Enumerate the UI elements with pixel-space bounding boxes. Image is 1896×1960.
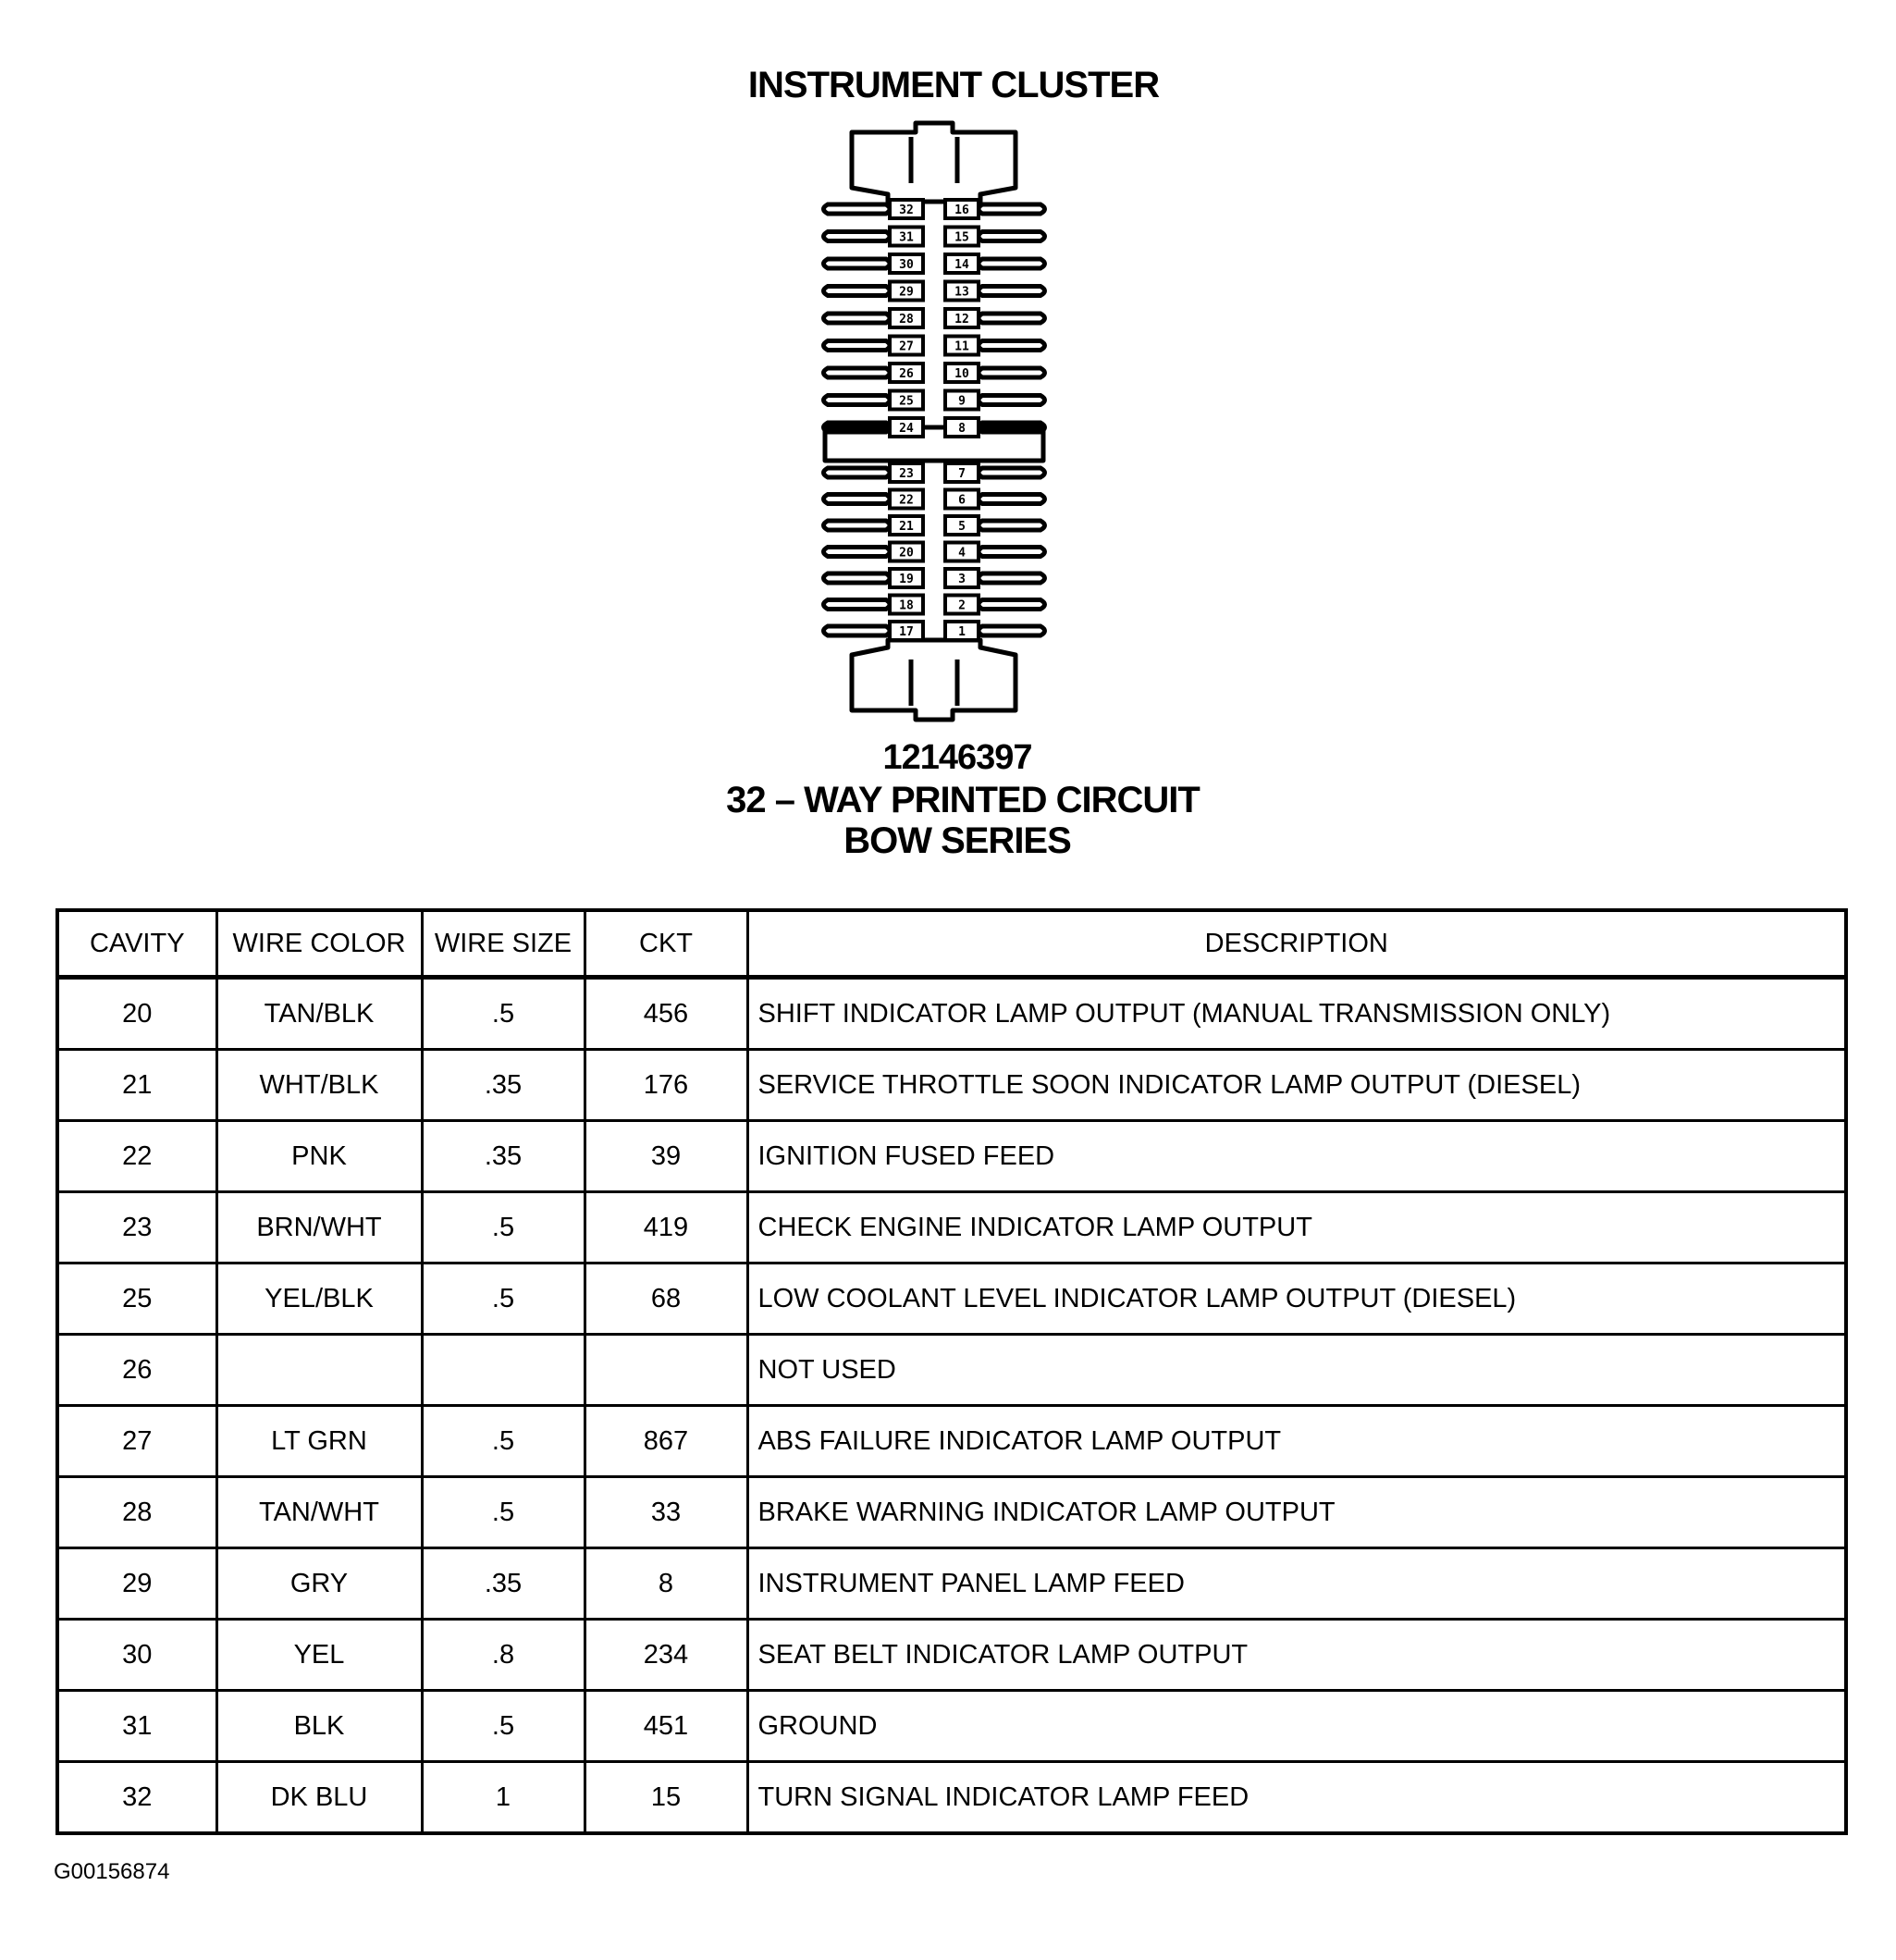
cell-cavity: 23 <box>57 1192 216 1264</box>
connector-series: BOW SERIES <box>843 820 1071 861</box>
connector-pin <box>890 364 923 382</box>
connector-pin <box>945 364 979 382</box>
cell-wire-size: .5 <box>422 1264 585 1335</box>
cell-ckt: 39 <box>585 1121 747 1192</box>
cell-description: ABS FAILURE INDICATOR LAMP OUTPUT <box>747 1406 1846 1477</box>
pin-number: 25 <box>899 394 914 409</box>
cell-wire-size: .5 <box>422 1192 585 1264</box>
cell-ckt: 867 <box>585 1406 747 1477</box>
pin-number: 31 <box>899 230 914 245</box>
cell-description: INSTRUMENT PANEL LAMP FEED <box>747 1548 1846 1620</box>
connector-fin <box>824 204 891 214</box>
connector-fin <box>979 521 1045 530</box>
pin-number: 16 <box>954 203 969 217</box>
cell-cavity: 30 <box>57 1620 216 1691</box>
cell-wire-color <box>216 1335 422 1406</box>
cell-wire-size: .35 <box>422 1548 585 1620</box>
cell-wire-color: YEL/BLK <box>216 1264 422 1335</box>
pin-number: 19 <box>899 573 914 586</box>
cell-cavity: 22 <box>57 1121 216 1192</box>
connector-type: 32 – WAY PRINTED CIRCUIT <box>726 780 1200 820</box>
connector-pin <box>890 200 923 218</box>
cell-wire-size: .35 <box>422 1050 585 1121</box>
cell-description: SERVICE THROTTLE SOON INDICATOR LAMP OUTPUT (DIESEL) <box>747 1050 1846 1121</box>
connector-fin <box>824 232 891 241</box>
connector-fin <box>979 573 1045 583</box>
table-row <box>57 1477 1846 1548</box>
connector-pin <box>890 622 923 640</box>
cell-wire-color: LT GRN <box>216 1406 422 1477</box>
pin-number: 7 <box>958 467 966 481</box>
table-row <box>57 1264 1846 1335</box>
connector-fin <box>824 396 891 405</box>
pin-number: 20 <box>899 546 914 561</box>
cell-description: SHIFT INDICATOR LAMP OUTPUT (MANUAL TRANSMISSION ONLY) <box>747 978 1846 1050</box>
cell-ckt: 234 <box>585 1620 747 1691</box>
connector-pin <box>890 309 923 327</box>
connector-pin <box>890 337 923 355</box>
cell-ckt: 68 <box>585 1264 747 1335</box>
pin-number: 22 <box>899 493 914 508</box>
cell-cavity: 31 <box>57 1691 216 1762</box>
connector-fin <box>824 548 891 557</box>
connector-pin <box>890 254 923 273</box>
header-cavity: CAVITY <box>57 910 216 978</box>
connector-pin <box>945 463 979 482</box>
pin-number: 32 <box>899 203 914 217</box>
pin-number: 2 <box>958 598 966 613</box>
table-row <box>57 1192 1846 1264</box>
cell-wire-color: BRN/WHT <box>216 1192 422 1264</box>
connector-fin <box>824 468 891 477</box>
cell-description: CHECK ENGINE INDICATOR LAMP OUTPUT <box>747 1192 1846 1264</box>
pin-number: 13 <box>954 285 969 300</box>
cell-cavity: 26 <box>57 1335 216 1406</box>
pin-number: 9 <box>958 394 966 409</box>
connector-fin <box>824 495 891 504</box>
cell-ckt: 419 <box>585 1192 747 1264</box>
cell-description: TURN SIGNAL INDICATOR LAMP FEED <box>747 1762 1846 1834</box>
header-wire-color: WIRE COLOR <box>216 910 422 978</box>
connector-illustration <box>814 118 1054 729</box>
table-row <box>57 1548 1846 1620</box>
connector-fin <box>979 548 1045 557</box>
pin-number: 14 <box>954 258 969 272</box>
connector-pin <box>945 337 979 355</box>
connector-pin <box>890 391 923 410</box>
cell-description: BRAKE WARNING INDICATOR LAMP OUTPUT <box>747 1477 1846 1548</box>
table-row <box>57 1620 1846 1691</box>
cell-description: GROUND <box>747 1691 1846 1762</box>
connector-pin <box>945 622 979 640</box>
connector-fin <box>979 495 1045 504</box>
connector-fin <box>824 626 891 635</box>
connector-pin <box>945 490 979 509</box>
connector-fin <box>979 600 1045 610</box>
pin-number: 6 <box>958 493 966 508</box>
connector-fin <box>979 204 1045 214</box>
cell-description: SEAT BELT INDICATOR LAMP OUTPUT <box>747 1620 1846 1691</box>
header-ckt: CKT <box>585 910 747 978</box>
cell-ckt: 33 <box>585 1477 747 1548</box>
connector-fin <box>824 287 891 296</box>
cell-ckt: 176 <box>585 1050 747 1121</box>
cell-ckt: 456 <box>585 978 747 1050</box>
connector-pin <box>890 418 923 437</box>
connector-fin <box>979 259 1045 268</box>
part-number: 12146397 <box>882 738 1032 777</box>
cell-description: LOW COOLANT LEVEL INDICATOR LAMP OUTPUT (DIESEL) <box>747 1264 1846 1335</box>
connector-fin <box>979 232 1045 241</box>
cell-ckt: 451 <box>585 1691 747 1762</box>
cell-description: IGNITION FUSED FEED <box>747 1121 1846 1192</box>
connector-pin <box>945 516 979 535</box>
connector-pin <box>945 391 979 410</box>
table-row <box>57 1691 1846 1762</box>
cell-wire-size: .8 <box>422 1620 585 1691</box>
pin-number: 12 <box>954 313 969 327</box>
cell-wire-size: 1 <box>422 1762 585 1834</box>
cell-wire-size: .5 <box>422 1691 585 1762</box>
connector-pin <box>890 490 923 509</box>
table-row <box>57 1406 1846 1477</box>
pin-number: 18 <box>899 598 914 613</box>
connector-pin <box>945 309 979 327</box>
connector-pin <box>945 228 979 246</box>
pin-number: 1 <box>958 625 966 639</box>
pin-number: 29 <box>899 285 914 300</box>
connector-pin <box>890 516 923 535</box>
pin-number: 10 <box>954 367 969 381</box>
connector-pin <box>945 254 979 273</box>
cell-cavity: 21 <box>57 1050 216 1121</box>
cell-cavity: 29 <box>57 1548 216 1620</box>
pin-number: 27 <box>899 339 914 354</box>
connector-pin <box>890 282 923 301</box>
cell-wire-size: .5 <box>422 1406 585 1477</box>
connector-fin <box>979 314 1045 323</box>
connector-pin <box>890 569 923 587</box>
cell-cavity: 25 <box>57 1264 216 1335</box>
cell-cavity: 27 <box>57 1406 216 1477</box>
pin-number: 17 <box>899 625 914 639</box>
cell-cavity: 28 <box>57 1477 216 1548</box>
cell-ckt <box>585 1335 747 1406</box>
connector-fin <box>824 521 891 530</box>
connector-pin <box>945 569 979 587</box>
table-row <box>57 1050 1846 1121</box>
cell-wire-size: .35 <box>422 1121 585 1192</box>
cell-cavity: 20 <box>57 978 216 1050</box>
cell-wire-color: BLK <box>216 1691 422 1762</box>
pin-number: 21 <box>899 520 914 534</box>
pin-number: 15 <box>954 230 969 245</box>
connector-pin <box>945 543 979 561</box>
connector-fin <box>979 368 1045 377</box>
cell-cavity: 32 <box>57 1762 216 1834</box>
table-header-row <box>57 910 1846 978</box>
table-row <box>57 1762 1846 1834</box>
connector-pin <box>890 228 923 246</box>
cell-wire-color: DK BLU <box>216 1762 422 1834</box>
diagram-title: INSTRUMENT CLUSTER <box>747 65 1160 105</box>
figure-id: G00156874 <box>54 1859 170 1884</box>
cell-wire-size <box>422 1335 585 1406</box>
table-row <box>57 1121 1846 1192</box>
connector-pin <box>945 200 979 218</box>
cell-wire-color: TAN/BLK <box>216 978 422 1050</box>
connector-fin <box>824 341 891 351</box>
table-row <box>57 978 1846 1050</box>
cell-wire-color: YEL <box>216 1620 422 1691</box>
cell-wire-color: TAN/WHT <box>216 1477 422 1548</box>
connector-fin <box>979 341 1045 351</box>
connector-pin <box>890 543 923 561</box>
header-wire-size: WIRE SIZE <box>422 910 585 978</box>
cell-wire-size: .5 <box>422 978 585 1050</box>
connector-pin <box>890 463 923 482</box>
header-description: DESCRIPTION <box>747 910 1846 978</box>
connector-fin <box>979 626 1045 635</box>
cell-wire-color: PNK <box>216 1121 422 1192</box>
pin-number: 28 <box>899 313 914 327</box>
connector-fin <box>824 573 891 583</box>
connector-pin <box>945 282 979 301</box>
connector-pin <box>945 418 979 437</box>
connector-fin <box>824 368 891 377</box>
connector-pin <box>890 596 923 614</box>
table-row <box>57 1335 1846 1406</box>
connector-fin <box>824 314 891 323</box>
pin-number: 4 <box>958 546 966 561</box>
pin-number: 30 <box>899 258 914 272</box>
connector-fin <box>979 468 1045 477</box>
cell-wire-color: GRY <box>216 1548 422 1620</box>
cell-wire-size: .5 <box>422 1477 585 1548</box>
connector-fin <box>979 287 1045 296</box>
connector-fin <box>824 259 891 268</box>
pin-number: 24 <box>899 422 914 436</box>
pin-number: 11 <box>954 339 969 354</box>
cell-description: NOT USED <box>747 1335 1846 1406</box>
connector-fin <box>979 396 1045 405</box>
wire-table <box>55 908 1848 1835</box>
cell-ckt: 15 <box>585 1762 747 1834</box>
pin-number: 26 <box>899 367 914 381</box>
pin-number: 3 <box>958 573 966 586</box>
cell-ckt: 8 <box>585 1548 747 1620</box>
connector-pin <box>945 596 979 614</box>
pin-number: 8 <box>958 422 966 436</box>
pin-number: 23 <box>899 467 914 481</box>
pin-number: 5 <box>958 520 966 534</box>
connector-fin <box>824 600 891 610</box>
cell-wire-color: WHT/BLK <box>216 1050 422 1121</box>
